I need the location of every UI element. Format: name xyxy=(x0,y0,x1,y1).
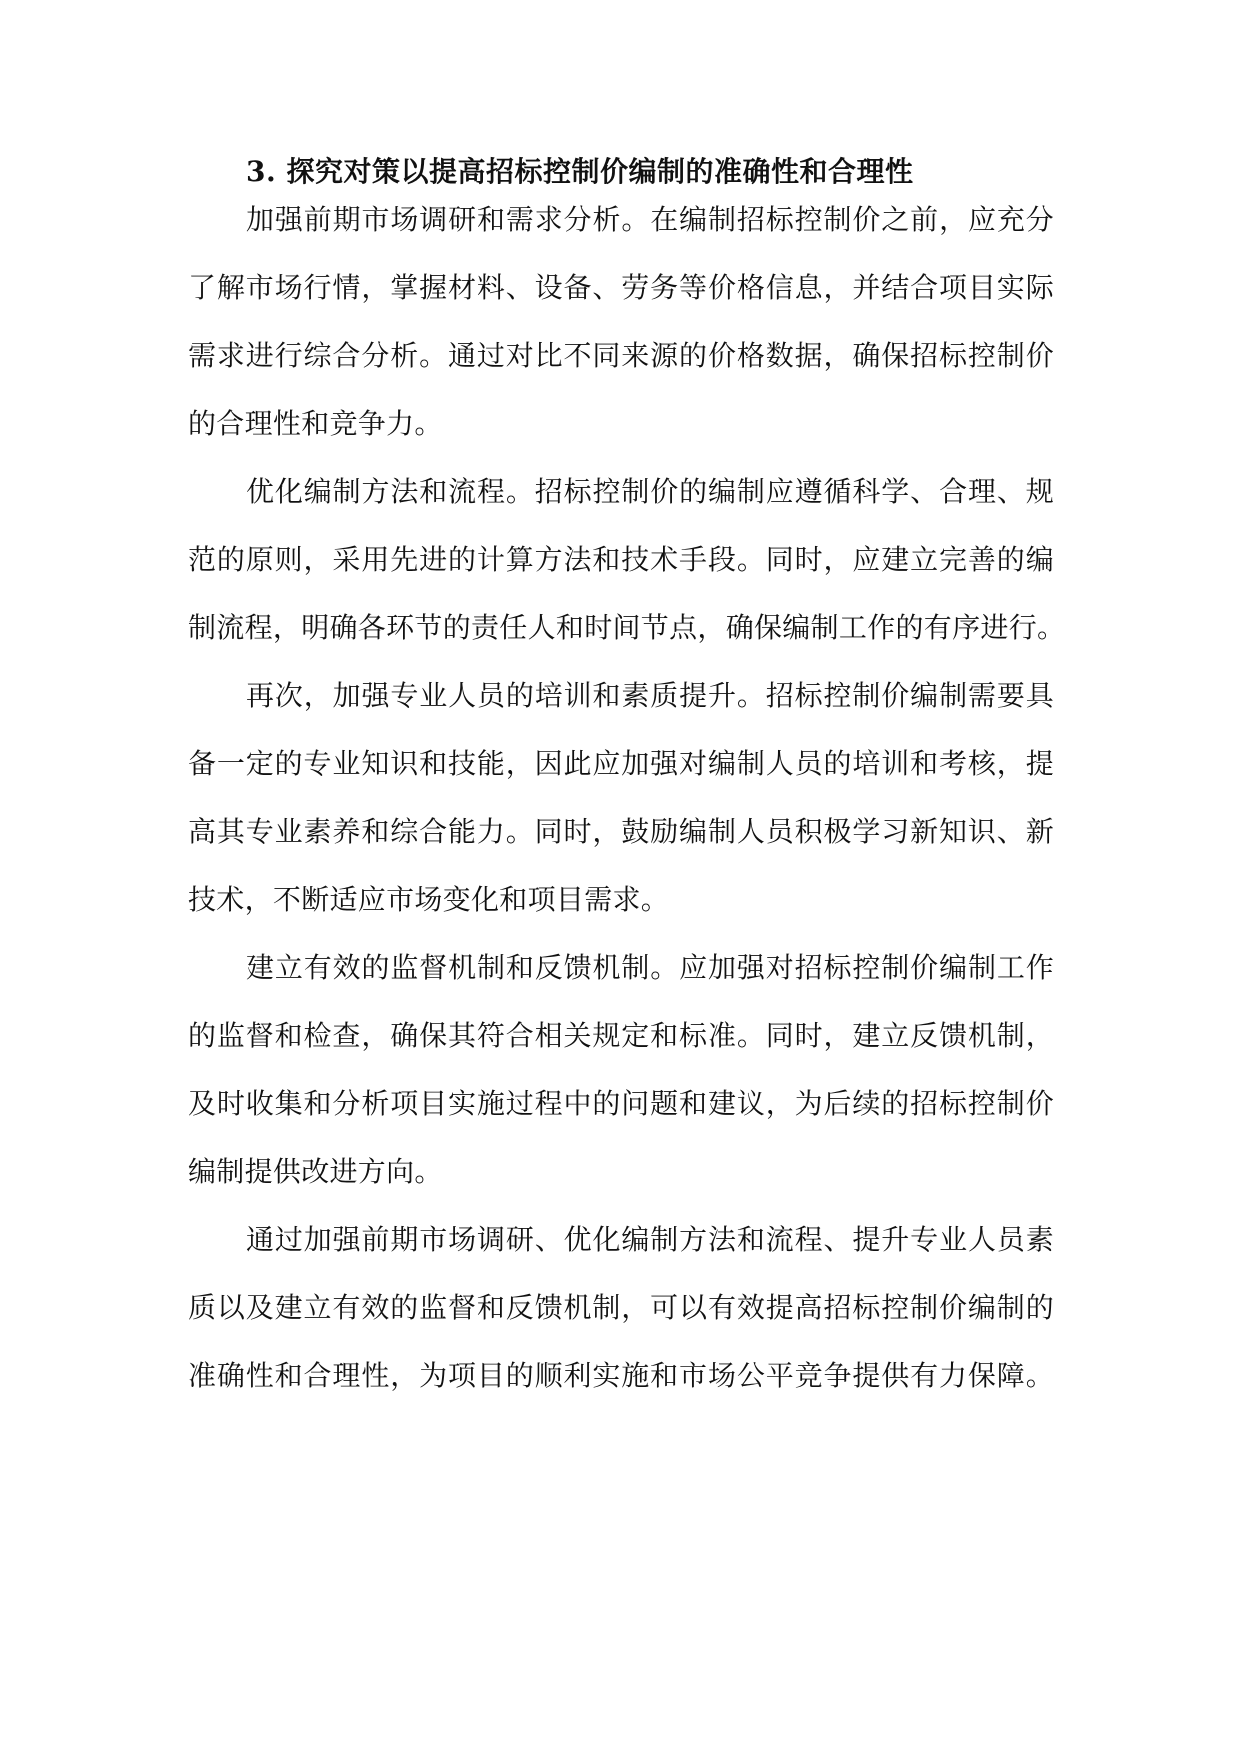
paragraph-2-line-2: 范的原则，采用先进的计算方法和技术手段。同时，应建立完善的编 xyxy=(188,543,1054,576)
paragraph-4-line-1: 建立有效的监督机制和反馈机制。应加强对招标控制价编制工作 xyxy=(246,951,1054,984)
paragraph-5-line-2: 质以及建立有效的监督和反馈机制，可以有效提高招标控制价编制的 xyxy=(188,1291,1054,1324)
paragraph-3-line-2: 备一定的专业知识和技能，因此应加强对编制人员的培训和考核，提 xyxy=(188,747,1054,780)
paragraph-1-line-1: 加强前期市场调研和需求分析。在编制招标控制价之前，应充分 xyxy=(246,203,1054,236)
paragraph-1-line-3: 需求进行综合分析。通过对比不同来源的价格数据，确保招标控制价 xyxy=(188,339,1054,372)
paragraph-5-line-1: 通过加强前期市场调研、优化编制方法和流程、提升专业人员素 xyxy=(246,1223,1054,1256)
paragraph-3-line-4: 技术，不断适应市场变化和项目需求。 xyxy=(188,883,670,916)
paragraph-1-line-4: 的合理性和竞争力。 xyxy=(188,407,443,440)
paragraph-4-line-4: 编制提供改进方向。 xyxy=(188,1155,443,1188)
paragraph-4-line-3: 及时收集和分析项目实施过程中的问题和建议，为后续的招标控制价 xyxy=(188,1087,1054,1120)
paragraph-3-line-1: 再次，加强专业人员的培训和素质提升。招标控制价编制需要具 xyxy=(246,679,1054,712)
paragraph-4-line-2: 的监督和检查，确保其符合相关规定和标准。同时，建立反馈机制， xyxy=(188,1019,1054,1052)
paragraph-1-line-2: 了解市场行情，掌握材料、设备、劳务等价格信息，并结合项目实际 xyxy=(188,271,1054,304)
paragraph-3-line-3: 高其专业素养和综合能力。同时，鼓励编制人员积极学习新知识、新 xyxy=(188,815,1054,848)
paragraph-2-line-1: 优化编制方法和流程。招标控制价的编制应遵循科学、合理、规 xyxy=(246,475,1054,508)
paragraph-2-line-3: 制流程，明确各环节的责任人和时间节点，确保编制工作的有序进行。 xyxy=(188,611,1066,644)
paragraph-5-line-3: 准确性和合理性，为项目的顺利实施和市场公平竞争提供有力保障。 xyxy=(188,1359,1054,1392)
section-heading: 3. 探究对策以提高招标控制价编制的准确性和合理性 xyxy=(246,155,914,188)
